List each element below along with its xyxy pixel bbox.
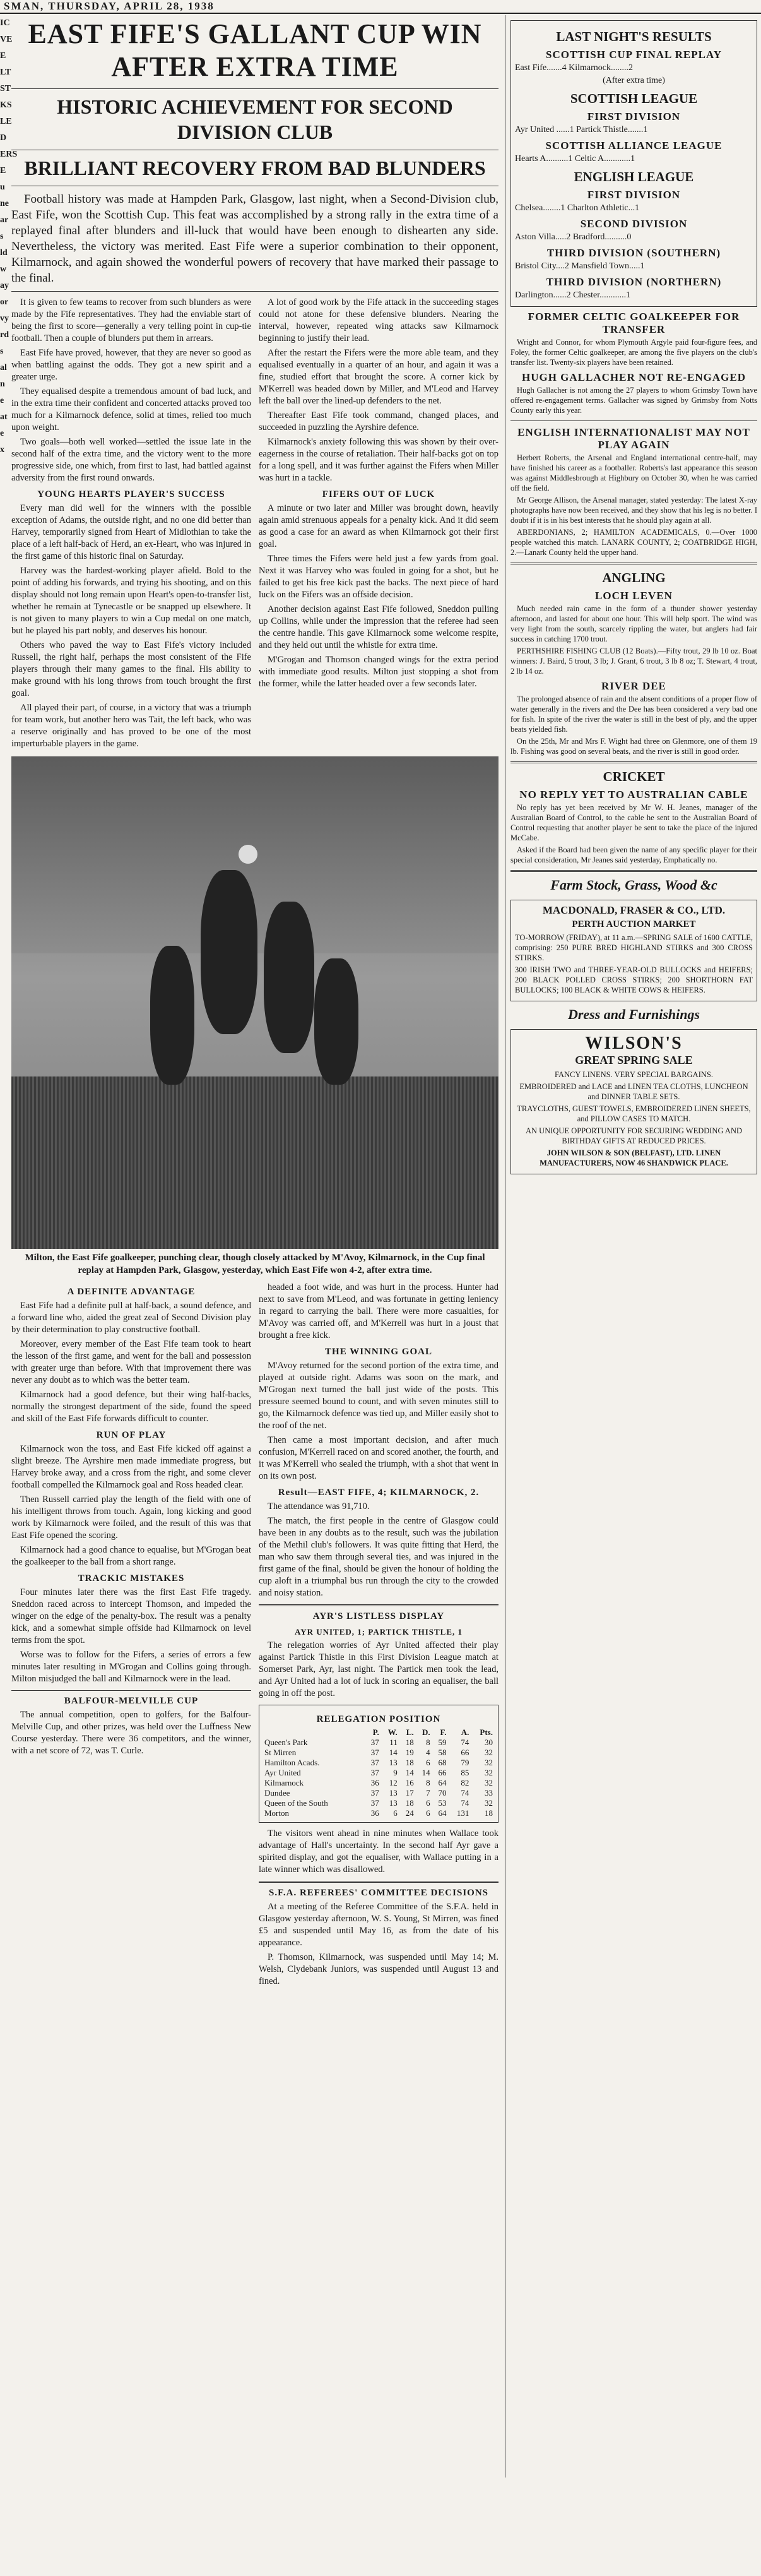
table-cell: 131 [456, 1808, 469, 1818]
table-header-row [263, 1727, 494, 1738]
left-column-fragments [0, 15, 18, 868]
table-header-cell: D. [422, 1727, 430, 1737]
first-division-result: Ayr United ......1 Partick Thistle.......1 [515, 125, 648, 134]
international-headline: ENGLISH INTERNATIONALIST MAY NOT PLAY AGAIN [517, 426, 750, 451]
table-row [263, 1808, 494, 1818]
paragraph: They equalised despite a tremendous amount of bad luck, and in the extra time their confident and concerted attacks proved too much for a Kilmarnock defence, solid at times, relied too much upon weight. [11, 386, 251, 432]
e-third-north-title: THIRD DIVISION (NORTHERN) [546, 276, 722, 288]
left-fragment: LE [0, 117, 12, 126]
table-cell: 18 [405, 1798, 414, 1808]
table-cell: 8 [426, 1738, 430, 1747]
wilsons-text-3: AN UNIQUE OPPORTUNITY FOR SECURING WEDDING AND BIRTHDAY GIFTS AT REDUCED PRICES. [526, 1126, 742, 1145]
table-row [263, 1748, 494, 1758]
table-header-cell: P. [372, 1727, 379, 1737]
left-fragment: LT [0, 68, 11, 77]
international-text: Herbert Roberts, the Arsenal and England international centre-half, may have finished his career as a footballer. Roberts's last appearance this season was against Middlesbrough at Highbury on October 30, when he was carried off the field. [510, 453, 757, 492]
loch-leven-text: Much needed rain came in the form of a thunder shower yesterday afternoon, and lasted for about one hour. This will help sport. The wind was very light from the south, scarcely rippling the water, but anglers had fair success in catching 1700 trout. [510, 604, 757, 643]
left-fragment: rd [0, 330, 9, 340]
left-fragment: al [0, 363, 7, 373]
table-cell: 32 [485, 1798, 493, 1808]
left-fragment: s [0, 232, 4, 241]
table-cell: 37 [370, 1768, 379, 1777]
relegation-title: RELEGATION POSITION [316, 1714, 441, 1724]
paragraph: M'Avoy returned for the second portion of the extra time, and played at outside right. Adams was soon on the mark, and M'Grogan next turned the ball just wide of the posts. This pressure seemed bound to count, and with seven minutes still to go, the Kilmarnock defence was tied up, and Miller easily shot to the roof of the net. [259, 1361, 498, 1431]
paragraph: It is given to few teams to recover from such blunders as were made by the Fife representatives. They had the enviable start of being the first to score—generally a very telling point in cup-tie football. Then a couple of blunders put them in arrears. [11, 297, 251, 343]
table-cell: 13 [389, 1758, 398, 1767]
paragraph: A lot of good work by the Fife attack in the succeeding stages could not atone for these defensive blunders. Nearing the interval, however, repeated wing attacks saw Kilmarnock beginning to justify their lead. [259, 297, 498, 343]
left-fragment: or [0, 297, 9, 307]
subheading-winning-goal: THE WINNING GOAL [325, 1347, 432, 1357]
relegation-table [263, 1727, 494, 1818]
main-article [11, 15, 498, 2478]
table-cell: 66 [438, 1768, 447, 1777]
col2-paras [259, 297, 498, 484]
cricket-text: No reply has yet been received by Mr W. H. Jeanes, manager of the Australian Board of Control, to the cable he sent to the Australian Board of Control requesting that another player be sent to take the place of the injured McCabe. [510, 803, 757, 842]
ayr-result-line: AYR UNITED, 1; PARTICK THISTLE, 1 [295, 1627, 463, 1637]
player-figure [314, 958, 358, 1085]
table-header-cell: Pts. [480, 1727, 493, 1737]
divider [510, 420, 757, 421]
cricket-text-2: Asked if the Board had been given the name of any specific player for their special consideration, Mr Jeanes said yesterday, Emphatically no. [510, 845, 757, 864]
col4c-paras [259, 1501, 498, 1599]
left-fragment: E [0, 166, 6, 176]
col3d-paras [11, 1709, 251, 1757]
ball [239, 845, 257, 864]
farm-stock-heading: Farm Stock, Grass, Wood &c [550, 877, 717, 893]
international-text-2: Mr George Allison, the Arsenal manager, stated yesterday: The latest X-ray photographs have now been received, and they show that his leg is no better. I doubt if it is in his best interests that he should play again at all. [510, 496, 757, 525]
left-fragment: IC [0, 18, 10, 28]
table-cell: 59 [438, 1738, 447, 1747]
column-1 [11, 297, 251, 751]
col1-paras [11, 297, 251, 484]
table-cell: 64 [438, 1808, 447, 1818]
right-column [505, 15, 757, 2478]
left-fragment: n [0, 379, 5, 389]
table-cell: 6 [393, 1808, 398, 1818]
e-third-south-title: THIRD DIVISION (SOUTHERN) [546, 247, 721, 259]
paragraph: The match, the first people in the centre of Glasgow could have been in any doubts as to the result, such was the jubilation of the Methil club's followers. It was quite fitting that Herd, the man who saw them through several ties, and was injured in the first game of the final, should be given the honour of holding the cup aloft in a triumphal bus run through the city to the crowded and noisy station. [259, 1516, 498, 1598]
table-row [263, 1768, 494, 1778]
wilsons-ad [510, 1029, 757, 1174]
paragraph: M'Grogan and Thomson changed wings for the extra period with immediate good results. Milton just stopping a shot from the former, while the latter headed over a few seconds later. [259, 655, 498, 689]
table-cell: Queen's Park [264, 1738, 308, 1747]
col3b-paras [11, 1443, 251, 1568]
e-second-title: SECOND DIVISION [580, 218, 688, 230]
paragraph: The relegation worries of Ayr United affected their play against Partick Thistle in this First Division League match at Somerset Park, Ayr, last night. The Partick men took the lead, and Ayr United had a lot of luck in scoring an equaliser, the ball going in off the post. [259, 1640, 498, 1698]
paragraph: Kilmarnock's anxiety following this was shown by their over-eagerness in the course of retaliation. Their half-backs got on top for a long spell, and it was further against the Fifers when Miller was hurt in a tackle. [259, 437, 498, 483]
col3c-paras [11, 1587, 251, 1685]
photo-crowd [11, 1076, 498, 1249]
goalkeeper-figure [201, 870, 257, 1034]
table-cell: 32 [485, 1778, 493, 1787]
table-cell: 4 [426, 1748, 430, 1757]
paragraph: Then came a most important decision, and after much confusion, M'Kerrell raced on and scored another, the fourth, and it was M'Kerrell who sealed the triumph, with a shot that went in on its own post. [259, 1435, 498, 1481]
fixtures-text: ABERDONIANS, 2; HAMILTON ACADEMICALS, 0.—Over 1000 people watched this match. LANARK COUNTY, 2; COATBRIDGE HIGH, 2.—Lanark County held the upper hand. [510, 528, 757, 557]
subheading-run-of-play: RUN OF PLAY [96, 1430, 167, 1440]
paragraph: Two goals—both well worked—settled the issue late in the second half of the extra time, and the victory went to the more progressive side, one which, from first to last, had battled against adversity from the first round onwards. [11, 437, 251, 483]
table-cell: Morton [264, 1808, 289, 1818]
table-cell: 33 [485, 1788, 493, 1798]
headline: EAST FIFE'S GALLANT CUP WIN AFTER EXTRA TIME [28, 18, 482, 82]
left-fragment: e [0, 429, 4, 438]
paragraph: Kilmarnock had a good defence, but their wing half-backs, normally the strongest department of the side, found the speed and skill of the East Fife forwards difficult to counter. [11, 1390, 251, 1424]
table-row [263, 1738, 494, 1748]
left-fragment: ne [0, 199, 9, 208]
table-cell: 32 [485, 1748, 493, 1757]
english-league-title: ENGLISH LEAGUE [574, 169, 694, 184]
divider [510, 870, 757, 872]
table-cell: 82 [461, 1778, 469, 1787]
table-cell: 85 [461, 1768, 469, 1777]
macdonald-fraser-ad [510, 900, 757, 1001]
table-cell: 36 [370, 1778, 379, 1787]
table-cell: 18 [485, 1808, 493, 1818]
article-columns-top [11, 297, 498, 751]
lead-paragraph: Football history was made at Hampden Park, Glasgow, last night, when a Second-Division club, East Fife, won the Scottish Cup. This feat was accomplished by a strong rally in the extra time of a replayed final after blunders and ill-luck that would have been enough to dishearten any side. Nevertheless, the victory was merited. East Fife were a superior combination to their opponent, Kilmarnock, and again showed the wonderful powers of recovery that have marked their passage to the final. [11, 193, 498, 285]
river-dee-text-2: On the 25th, Mr and Mrs F. Wight had three on Glenmore, one of them 19 lb. Fishing was good on several beats, and the river is still in good order. [510, 737, 757, 756]
col4f-paras [259, 1901, 498, 1988]
left-fragment: e [0, 396, 4, 405]
paragraph: headed a foot wide, and was hurt in the process. Hunter had next to save from M'Leod, and was fortunate in getting leniency in regard to carrying the ball. There were more casualties, for M'Avoy was carried off, and M'Kerrell was hurt in a joust that brought a free kick. [259, 1282, 498, 1340]
paragraph: At a meeting of the Referee Committee of the S.F.A. held in Glasgow yesterday afternoon, W. S. Young, St Mirren, was fined £5 and suspended until May 16, as from the date of his appearance. [259, 1902, 498, 1948]
subheading-ayr-listless: AYR'S LISTLESS DISPLAY [312, 1611, 445, 1621]
column-4 [259, 1282, 498, 2576]
masthead: SMAN, THURSDAY, APRIL 28, 1938 [0, 0, 761, 14]
e-third-north-result: Darlington......2 Chester............1 [515, 290, 631, 300]
photo-caption: Milton, the East Fife goalkeeper, punching clear, though closely attacked by M'Avoy, Kilmarnock, in the Cup final replay at Hampden Park, Glasgow, yesterday, which East Fife won 4-2, after extra time. [25, 1253, 485, 1275]
scottish-league-title: SCOTTISH LEAGUE [570, 91, 698, 106]
wilsons-text-2: TRAYCLOTHS, GUEST TOWELS, EMBROIDERED LINEN SHEETS, and PILLOW CASES TO MATCH. [517, 1104, 751, 1123]
table-cell: 14 [389, 1748, 398, 1757]
celtic-headline: FORMER CELTIC GOALKEEPER FOR TRANSFER [528, 311, 740, 335]
col4-paras [259, 1282, 498, 1342]
col3-paras [11, 1300, 251, 1425]
table-cell: 37 [370, 1788, 379, 1798]
table-cell: 70 [438, 1788, 447, 1798]
paragraph: A minute or two later and Miller was brought down, heavily again amid strenuous appeals for a penalty kick. And it did seem as good a case for an award as when Kilmarnock got their first goal. [259, 503, 498, 549]
wilsons-text: EMBROIDERED and LACE and LINEN TEA CLOTHS, LUNCHEON and DINNER TABLE SETS. [519, 1082, 748, 1101]
table-row [263, 1798, 494, 1808]
paragraph: Worse was to follow for the Fifers, a series of errors a few minutes later resulting in M'Grogan and Collins going through. Milton misjudged the ball and Kilmarnock were in the lead. [11, 1650, 251, 1684]
table-cell: 6 [426, 1808, 430, 1818]
table-cell: 30 [485, 1738, 493, 1747]
paragraph: Then Russell carried play the length of the field with one of his intelligent throws from touch. Again, long kicking and good work by Kilmarnock were foiled, and the result of this was that East Fife opened the scoring. [11, 1494, 251, 1541]
paragraph: Three times the Fifers were held just a few yards from goal. Next it was Harvey who was fouled in going for a shot, but he failed to get his free kick past the backs. The next piece of hard luck on the Fifers was an offside decision. [259, 554, 498, 600]
paragraph: All played their part, of course, in a victory that was a triumph for team work, but another hero was Tait, the left back, who was a reserve originally and has proved to be one of the most imperturbable players in the game. [11, 703, 251, 749]
col1b-paras [11, 503, 251, 750]
cup-final-note: (After extra time) [603, 76, 665, 85]
table-cell: 19 [405, 1748, 414, 1757]
left-fragment: at [0, 412, 8, 422]
col4b-paras [259, 1360, 498, 1482]
divider [259, 1604, 498, 1606]
left-fragment: ERS [0, 150, 18, 159]
score-line: Result—EAST FIFE, 4; KILMARNOCK, 2. [278, 1488, 480, 1498]
subhead-brilliant: BRILLIANT RECOVERY FROM BAD BLUNDERS [24, 157, 486, 179]
table-cell: 14 [405, 1768, 414, 1777]
paragraph: East Fife had a definite pull at half-back, a sound defence, and a forward line who, aided the great zeal of Second Division play by their determination to play constructive football. [11, 1301, 251, 1335]
subheading-balfour-melville: BALFOUR-MELVILLE CUP [64, 1696, 199, 1706]
table-cell: 68 [438, 1758, 447, 1767]
divider [11, 1690, 251, 1691]
table-cell: St Mirren [264, 1748, 297, 1757]
paragraph: Another decision against East Fife followed, Sneddon pulling up Collins, while under the impression that the referee had seen the centre handle. This gave Kilmarnock some welcome respite, and they held out until the whistle for extra time. [259, 604, 498, 650]
table-cell: 18 [405, 1738, 414, 1747]
e-second-result: Aston Villa.....2 Bradford..........0 [515, 232, 632, 242]
left-fragment: ld [0, 248, 8, 258]
paragraph: Harvey was the hardest-working player afield. Bold to the point of adding his forwards, and trying his shooting, and on this display should not long remain upon Heart's open-to-transfer list, whether he remain at Tynecastle or be snapped up elsewhere. It is not given to many players to win a Cup medal on one match, but he played his part nobly, and deserves his honour. [11, 566, 251, 636]
left-fragment: KS [0, 100, 12, 110]
table-cell: Kilmarnock [264, 1778, 304, 1787]
column-2 [259, 297, 498, 751]
dress-furnishings-heading: Dress and Furnishings [567, 1006, 700, 1022]
table-cell: 36 [370, 1808, 379, 1818]
subheading-trackic-mistakes: TRACKIC MISTAKES [78, 1573, 185, 1583]
left-fragment: ar [0, 215, 9, 225]
table-cell: 58 [438, 1748, 447, 1757]
col4e-paras [259, 1828, 498, 1876]
table-cell: 11 [389, 1738, 398, 1747]
subheading-sfa-referees: S.F.A. REFEREES' COMMITTEE DECISIONS [268, 1888, 489, 1898]
table-cell: 64 [438, 1778, 447, 1787]
paragraph: P. Thomson, Kilmarnock, was suspended until May 14; M. Welsh, Clydebank Juniors, was suspended until August 13 and fined. [259, 1952, 498, 1986]
table-cell: 6 [426, 1758, 430, 1767]
subhead-historic: HISTORIC ACHIEVEMENT FOR SECOND DIVISION CLUB [57, 95, 453, 143]
subheading-young-hearts: YOUNG HEARTS PLAYER'S SUCCESS [37, 489, 225, 499]
left-fragment: VE [0, 35, 13, 44]
left-fragment: ST [0, 84, 11, 93]
table-header-cell: W. [387, 1727, 398, 1737]
table-cell: 13 [389, 1788, 398, 1798]
table-cell: 17 [405, 1788, 414, 1798]
alliance-title: SCOTTISH ALLIANCE LEAGUE [545, 140, 723, 152]
angling-title: ANGLING [602, 570, 666, 585]
table-row [263, 1788, 494, 1798]
article-columns-bottom [11, 1282, 498, 2576]
table-cell: 37 [370, 1738, 379, 1747]
relegation-table-box [259, 1705, 498, 1823]
divider [11, 291, 498, 292]
table-cell: 74 [461, 1798, 469, 1808]
perth-auction-market: PERTH AUCTION MARKET [572, 919, 696, 929]
left-fragment: E [0, 51, 6, 61]
table-cell: 74 [461, 1788, 469, 1798]
cricket-title: CRICKET [603, 769, 665, 784]
table-cell: 37 [370, 1758, 379, 1767]
loch-leven-title: LOCH LEVEN [595, 590, 673, 602]
player-figure [264, 902, 314, 1053]
col4d-paras [259, 1640, 498, 1700]
wilsons-sub: FANCY LINENS. VERY SPECIAL BARGAINS. [555, 1070, 713, 1079]
paragraph: Others who paved the way to East Fife's victory included Russell, the right half, perhaps the most consistent of the Fife players through their many games to the final. His ability to make ground with his long throws from touch brought the first goal. [11, 640, 251, 698]
table-row [263, 1758, 494, 1768]
match-photograph [11, 756, 498, 1249]
table-row [263, 1778, 494, 1788]
great-spring-sale: GREAT SPRING SALE [575, 1054, 693, 1066]
table-cell: 12 [389, 1778, 398, 1787]
paragraph: Four minutes later there was the first East Fife tragedy. Sneddon raced across to intercept Thomson, and impeded the winger on the edge of the penalty-box. The result was a penalty kick, and a somewhat simple offside had Kilmarnock on level terms from the spot. [11, 1587, 251, 1645]
paragraph: East Fife have proved, however, that they are never so good as when battling against the odds. They got a new spirit and a greater urge. [11, 348, 251, 382]
e-third-south-result: Bristol City....2 Mansfield Town.....1 [515, 261, 645, 271]
table-cell: Hamilton Acads. [264, 1758, 320, 1767]
table-cell: 7 [426, 1788, 430, 1798]
cup-final-title: SCOTTISH CUP FINAL REPLAY [546, 49, 722, 61]
col2b-paras [259, 503, 498, 690]
table-cell: 8 [426, 1778, 430, 1787]
table-cell: 32 [485, 1768, 493, 1777]
column-3 [11, 1282, 251, 2576]
table-cell: 74 [461, 1738, 469, 1747]
left-fragment: ay [0, 281, 9, 290]
paragraph: After the restart the Fifers were the more able team, and they equalised eventually in a quarter of an hour, and again it was a fine, studied effort that brought the score. A corner kick by M'Kerrell was headed down by Miller, and M'Leod and Harvey left the ball over the lined-up defenders to the net. [259, 348, 498, 406]
left-fragment: vy [0, 314, 9, 323]
wilsons-title: WILSON'S [585, 1034, 683, 1053]
river-dee-text: The prolonged absence of rain and the absent conditions of a proper flow of water generally in the rivers and the Dee has been considered a very bad one for fish. In spite of the river the water is still in the best of ply, and the upper beats yielded fish. [510, 695, 757, 734]
celtic-text: Wright and Connor, for whom Plymouth Argyle paid four-figure fees, and Foley, the former Celtic goalkeeper, are among the five players on the club's transfer list. Twenty-six players have been retained. [510, 338, 757, 367]
table-cell: 32 [485, 1758, 493, 1767]
alliance-result: Hearts A..........1 Celtic A............1 [515, 154, 635, 164]
table-cell: 37 [370, 1798, 379, 1808]
wilsons-firm: JOHN WILSON & SON (BELFAST), LTD. LINEN MANUFACTURERS, NOW 46 SHANDWICK PLACE. [540, 1148, 728, 1167]
table-cell: 9 [393, 1768, 398, 1777]
paragraph: Every man did well for the winners with the possible exception of Adams, the outside right, and no one did better than Harvey, temporarily signed from Heart of Midlothian to take the place of a left half-back of Herd, an ex-Heart, who was injured in the first game of this historic final on Saturday. [11, 503, 251, 561]
table-cell: Ayr United [264, 1768, 301, 1777]
paragraph: Kilmarnock won the toss, and East Fife kicked off against a slight breeze. The Ayrshire men made immediate progress, but Harvey broke away, and a cross from the right, and some clever football compelled the Kilmarnock goal and Ross headed clear. [11, 1444, 251, 1490]
paragraph: The attendance was 91,710. [268, 1501, 370, 1512]
table-cell: 53 [438, 1798, 447, 1808]
cricket-headline: NO REPLY YET TO AUSTRALIAN CABLE [519, 789, 748, 801]
e-first-title: FIRST DIVISION [587, 189, 681, 201]
gallacher-text: Hugh Gallacher is not among the 27 players to whom Grimsby Town have offered re-engagement terms. Gallacher was signed by Grimsby from Notts County early this year. [510, 386, 757, 415]
left-fragment: u [0, 182, 5, 192]
table-cell: 16 [405, 1778, 414, 1787]
table-cell: 14 [422, 1768, 430, 1777]
river-dee-title: RIVER DEE [601, 680, 666, 692]
cup-final-result: East Fife.......4 Kilmarnock........2 [515, 63, 634, 73]
table-header-cell: L. [406, 1727, 414, 1737]
results-box [510, 20, 757, 307]
macdonald-fraser-name: MACDONALD, FRASER & CO., LTD. [542, 904, 726, 916]
table-cell: Dundee [264, 1788, 290, 1798]
left-fragment: s [0, 347, 4, 356]
divider [510, 761, 757, 763]
table-cell: 6 [426, 1798, 430, 1808]
left-fragment: w [0, 265, 7, 274]
divider [11, 88, 498, 89]
left-fragment: D [0, 133, 7, 143]
macdonald-text: TO-MORROW (FRIDAY), at 11 a.m.—SPRING SALE of 1600 CATTLE, comprising: 250 PURE BRED HIGHLAND STIRKS and 300 CROSS STIRKS. [515, 933, 753, 962]
subheading-fifers-out-of-luck: FIFERS OUT OF LUCK [322, 489, 435, 499]
divider [510, 563, 757, 564]
macdonald-text-2: 300 IRISH TWO and THREE-YEAR-OLD BULLOCKS and HEIFERS; 200 BLACK POLLED CROSS STIRKS; 200 SHORTHORN FAT BULLOCKS; 100 BLACK & WHITE COWS & HEIFERS. [515, 965, 753, 994]
divider [259, 1881, 498, 1883]
e-first-result: Chelsea........1 Charlton Athletic...1 [515, 203, 640, 213]
player-figure [150, 946, 194, 1085]
first-division-title: FIRST DIVISION [587, 110, 681, 122]
table-header-cell: A. [461, 1727, 469, 1737]
table-header-cell: F. [440, 1727, 447, 1737]
paragraph: Thereafter East Fife took command, changed places, and succeeded in puzzling the Ayrshire defence. [259, 410, 498, 432]
table-header-cell [263, 1727, 364, 1738]
gallacher-headline: HUGH GALLACHER NOT RE-ENGAGED [521, 371, 746, 383]
left-fragment: x [0, 445, 4, 455]
table-cell: Queen of the South [264, 1798, 328, 1808]
subheading-definite-advantage: A DEFINITE ADVANTAGE [67, 1287, 196, 1297]
table-cell: 66 [461, 1748, 469, 1757]
table-cell: 18 [405, 1758, 414, 1767]
paragraph: Moreover, every member of the East Fife team took to heart the lesson of the first game, and went for the ball and possession with greater urge than before. With that improvement there was never any doubt as to which was the better team. [11, 1339, 251, 1385]
table-cell: 24 [405, 1808, 414, 1818]
paragraph: The visitors went ahead in nine minutes when Wallace took advantage of Hall's uncertainty. In the second half Ayr gave a spirited display, and got the equaliser, with Wallace putting in a late winner which was disallowed. [259, 1828, 498, 1875]
paragraph: The annual competition, open to golfers, for the Balfour-Melville Cup, and other prizes, was held over the Luffness New Course yesterday. There were 36 competitors, and the winner, with a net score of 72, was T. Curle. [11, 1710, 251, 1756]
table-cell: 37 [370, 1748, 379, 1757]
table-cell: 79 [461, 1758, 469, 1767]
results-title: LAST NIGHT'S RESULTS [556, 29, 712, 44]
paragraph: Kilmarnock had a good chance to equalise, but M'Grogan beat the goalkeeper to the ball from a short range. [11, 1545, 251, 1567]
loch-leven-text-2: PERTHSHIRE FISHING CLUB (12 Boats).—Fifty trout, 29 lb 10 oz. Boat winners: J. Baird, 5 trout, 3 lb; J. Grant, 6 trout, 3 lb 8 oz; T. Stewart, 4 trout, 2 lb 14 oz. [510, 647, 757, 676]
table-cell: 13 [389, 1798, 398, 1808]
